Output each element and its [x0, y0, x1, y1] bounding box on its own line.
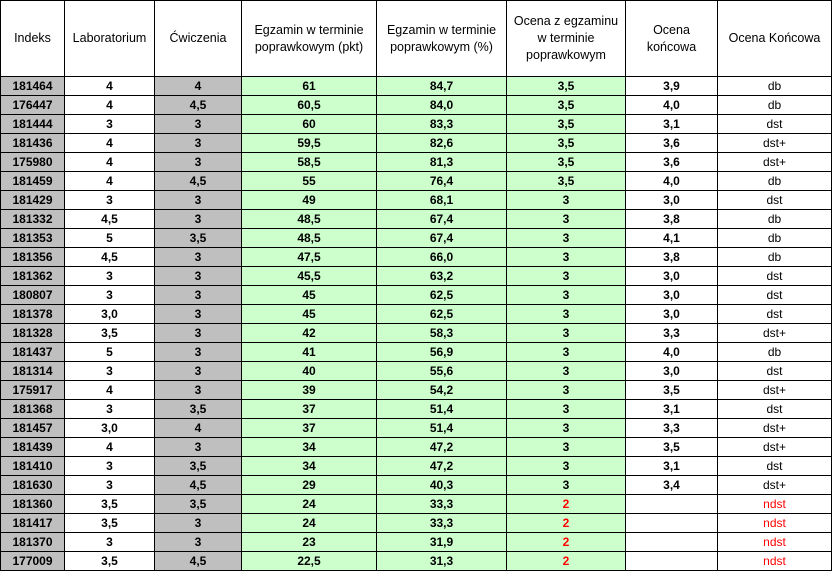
cell-cwiczenia[interactable]: 3	[155, 115, 242, 134]
cell-indeks[interactable]: 181360	[1, 495, 65, 514]
cell-cwiczenia[interactable]: 3,5	[155, 229, 242, 248]
cell-cwiczenia[interactable]: 3	[155, 324, 242, 343]
cell-egzamin-pkt[interactable]: 48,5	[242, 210, 377, 229]
cell-laboratorium[interactable]: 3,5	[65, 552, 155, 571]
cell-laboratorium[interactable]: 3,5	[65, 514, 155, 533]
cell-ocena-koncowa-num[interactable]: 4,0	[626, 343, 718, 362]
cell-ocena-koncowa-num[interactable]: 3,1	[626, 115, 718, 134]
table-row	[1, 533, 832, 552]
cell-ocena-egzamin[interactable]: 2	[507, 514, 626, 533]
cell-egzamin-pkt[interactable]: 40	[242, 362, 377, 381]
cell-egzamin-pkt[interactable]: 60,5	[242, 96, 377, 115]
cell-egzamin-pkt[interactable]: 37	[242, 419, 377, 438]
header-egzamin-pkt[interactable]: Egzamin w terminie poprawkowym (pkt)	[242, 1, 377, 77]
cell-laboratorium[interactable]: 3	[65, 533, 155, 552]
cell-egzamin-pkt[interactable]: 42	[242, 324, 377, 343]
cell-ocena-koncowa[interactable]: db	[718, 229, 832, 248]
cell-indeks[interactable]: 181417	[1, 514, 65, 533]
cell-laboratorium[interactable]: 4	[65, 381, 155, 400]
table-row	[1, 514, 832, 533]
cell-ocena-koncowa[interactable]: dst	[718, 362, 832, 381]
cell-ocena-koncowa-num[interactable]: 4,1	[626, 229, 718, 248]
cell-ocena-egzamin[interactable]: 3	[507, 476, 626, 495]
cell-egzamin-pkt[interactable]: 24	[242, 495, 377, 514]
cell-egzamin-pct[interactable]: 31,3	[377, 552, 507, 571]
cell-egzamin-pkt[interactable]: 29	[242, 476, 377, 495]
table-row	[1, 438, 832, 457]
cell-egzamin-pkt[interactable]: 37	[242, 400, 377, 419]
cell-laboratorium[interactable]: 4	[65, 96, 155, 115]
cell-ocena-koncowa-num[interactable]: 4,0	[626, 172, 718, 191]
cell-egzamin-pkt[interactable]: 49	[242, 191, 377, 210]
cell-cwiczenia[interactable]: 4,5	[155, 96, 242, 115]
cell-ocena-egzamin[interactable]: 3	[507, 400, 626, 419]
cell-egzamin-pkt[interactable]: 34	[242, 457, 377, 476]
cell-ocena-koncowa-num[interactable]	[626, 495, 718, 514]
cell-egzamin-pkt[interactable]: 39	[242, 381, 377, 400]
cell-cwiczenia[interactable]: 3	[155, 248, 242, 267]
cell-egzamin-pct[interactable]: 82,6	[377, 134, 507, 153]
cell-ocena-egzamin[interactable]: 3,5	[507, 172, 626, 191]
cell-indeks[interactable]: 181464	[1, 77, 65, 96]
cell-egzamin-pct[interactable]: 47,2	[377, 457, 507, 476]
cell-laboratorium[interactable]: 3	[65, 267, 155, 286]
cell-egzamin-pkt[interactable]: 58,5	[242, 153, 377, 172]
cell-indeks[interactable]: 181314	[1, 362, 65, 381]
cell-ocena-koncowa-num[interactable]: 3,0	[626, 362, 718, 381]
table-row	[1, 381, 832, 400]
cell-egzamin-pkt[interactable]: 45,5	[242, 267, 377, 286]
table-row	[1, 115, 832, 134]
cell-ocena-egzamin[interactable]: 3	[507, 419, 626, 438]
cell-cwiczenia[interactable]: 3	[155, 514, 242, 533]
cell-egzamin-pct[interactable]: 63,2	[377, 267, 507, 286]
cell-ocena-koncowa-num[interactable]: 3,9	[626, 77, 718, 96]
cell-ocena-egzamin[interactable]: 3	[507, 191, 626, 210]
cell-ocena-koncowa-num[interactable]: 3,8	[626, 210, 718, 229]
cell-egzamin-pct[interactable]: 40,3	[377, 476, 507, 495]
cell-ocena-egzamin[interactable]: 3	[507, 438, 626, 457]
cell-indeks[interactable]: 181362	[1, 267, 65, 286]
cell-egzamin-pkt[interactable]: 55	[242, 172, 377, 191]
cell-ocena-koncowa[interactable]: ndst	[718, 533, 832, 552]
table-row	[1, 552, 832, 571]
cell-laboratorium[interactable]: 4,5	[65, 248, 155, 267]
cell-ocena-koncowa[interactable]: db	[718, 210, 832, 229]
cell-ocena-egzamin[interactable]: 3,5	[507, 153, 626, 172]
cell-ocena-koncowa[interactable]: ndst	[718, 552, 832, 571]
cell-cwiczenia[interactable]: 4	[155, 77, 242, 96]
cell-indeks[interactable]: 175980	[1, 153, 65, 172]
cell-indeks[interactable]: 181439	[1, 438, 65, 457]
cell-egzamin-pkt[interactable]: 45	[242, 305, 377, 324]
cell-indeks[interactable]: 181630	[1, 476, 65, 495]
cell-egzamin-pct[interactable]: 31,9	[377, 533, 507, 552]
cell-ocena-egzamin[interactable]: 3,5	[507, 134, 626, 153]
table-body	[1, 77, 832, 571]
table-row	[1, 248, 832, 267]
cell-ocena-egzamin[interactable]: 3	[507, 362, 626, 381]
cell-ocena-egzamin[interactable]: 3	[507, 229, 626, 248]
cell-laboratorium[interactable]: 3,0	[65, 305, 155, 324]
cell-egzamin-pkt[interactable]: 59,5	[242, 134, 377, 153]
cell-ocena-koncowa[interactable]: dst+	[718, 476, 832, 495]
cell-ocena-egzamin[interactable]: 3,5	[507, 115, 626, 134]
cell-cwiczenia[interactable]: 3	[155, 362, 242, 381]
cell-cwiczenia[interactable]: 3	[155, 153, 242, 172]
table-row	[1, 172, 832, 191]
cell-egzamin-pct[interactable]: 66,0	[377, 248, 507, 267]
cell-egzamin-pkt[interactable]: 61	[242, 77, 377, 96]
cell-ocena-koncowa[interactable]: ndst	[718, 514, 832, 533]
cell-ocena-koncowa[interactable]: db	[718, 96, 832, 115]
cell-ocena-koncowa[interactable]: dst+	[718, 381, 832, 400]
header-ocena-egzamin[interactable]: Ocena z egzaminu w terminie poprawkowym	[507, 1, 626, 77]
cell-cwiczenia[interactable]: 3	[155, 533, 242, 552]
cell-ocena-egzamin[interactable]: 3	[507, 210, 626, 229]
cell-egzamin-pct[interactable]: 47,2	[377, 438, 507, 457]
cell-egzamin-pct[interactable]: 76,4	[377, 172, 507, 191]
cell-cwiczenia[interactable]: 3	[155, 267, 242, 286]
cell-cwiczenia[interactable]: 4,5	[155, 476, 242, 495]
cell-egzamin-pct[interactable]: 84,7	[377, 77, 507, 96]
cell-indeks[interactable]: 175917	[1, 381, 65, 400]
cell-ocena-koncowa[interactable]: dst	[718, 400, 832, 419]
cell-cwiczenia[interactable]: 3	[155, 438, 242, 457]
table-row	[1, 96, 832, 115]
cell-egzamin-pct[interactable]: 84,0	[377, 96, 507, 115]
cell-ocena-koncowa[interactable]: dst	[718, 115, 832, 134]
table-row	[1, 210, 832, 229]
cell-egzamin-pkt[interactable]: 41	[242, 343, 377, 362]
cell-ocena-koncowa[interactable]: db	[718, 77, 832, 96]
cell-egzamin-pct[interactable]: 67,4	[377, 210, 507, 229]
cell-laboratorium[interactable]: 4	[65, 438, 155, 457]
cell-ocena-egzamin[interactable]: 3	[507, 324, 626, 343]
cell-ocena-koncowa[interactable]: dst+	[718, 324, 832, 343]
cell-egzamin-pkt[interactable]: 34	[242, 438, 377, 457]
cell-egzamin-pct[interactable]: 62,5	[377, 286, 507, 305]
table-row	[1, 343, 832, 362]
table-row	[1, 77, 832, 96]
cell-ocena-koncowa-num[interactable]	[626, 552, 718, 571]
cell-cwiczenia[interactable]: 3	[155, 134, 242, 153]
header-cwiczenia[interactable]: Ćwiczenia	[155, 1, 242, 77]
cell-ocena-egzamin[interactable]: 3	[507, 286, 626, 305]
cell-ocena-koncowa-num[interactable]: 3,5	[626, 438, 718, 457]
cell-indeks[interactable]: 181429	[1, 191, 65, 210]
cell-cwiczenia[interactable]: 4	[155, 419, 242, 438]
table-row	[1, 476, 832, 495]
cell-cwiczenia[interactable]: 3	[155, 286, 242, 305]
cell-indeks[interactable]: 181457	[1, 419, 65, 438]
cell-ocena-egzamin[interactable]: 3	[507, 343, 626, 362]
cell-cwiczenia[interactable]: 3	[155, 343, 242, 362]
cell-ocena-koncowa[interactable]: dst+	[718, 419, 832, 438]
cell-ocena-egzamin[interactable]: 3	[507, 248, 626, 267]
cell-ocena-koncowa[interactable]: dst	[718, 457, 832, 476]
cell-egzamin-pct[interactable]: 51,4	[377, 419, 507, 438]
table-row	[1, 362, 832, 381]
cell-ocena-koncowa-num[interactable]: 3,6	[626, 153, 718, 172]
cell-laboratorium[interactable]: 3	[65, 115, 155, 134]
cell-egzamin-pct[interactable]: 83,3	[377, 115, 507, 134]
cell-ocena-koncowa-num[interactable]: 3,5	[626, 381, 718, 400]
cell-ocena-koncowa[interactable]: db	[718, 248, 832, 267]
cell-ocena-koncowa-num[interactable]: 3,0	[626, 305, 718, 324]
cell-egzamin-pkt[interactable]: 45	[242, 286, 377, 305]
cell-cwiczenia[interactable]: 3	[155, 191, 242, 210]
table-row	[1, 324, 832, 343]
cell-laboratorium[interactable]: 3	[65, 400, 155, 419]
header-laboratorium[interactable]: Laboratorium	[65, 1, 155, 77]
header-ocena-koncowa-num[interactable]: Ocena końcowa	[626, 1, 718, 77]
cell-cwiczenia[interactable]: 4,5	[155, 172, 242, 191]
table-row	[1, 495, 832, 514]
cell-ocena-koncowa[interactable]: dst	[718, 191, 832, 210]
cell-indeks[interactable]: 181368	[1, 400, 65, 419]
cell-egzamin-pkt[interactable]: 47,5	[242, 248, 377, 267]
cell-laboratorium[interactable]: 3,5	[65, 324, 155, 343]
cell-indeks[interactable]: 181437	[1, 343, 65, 362]
cell-indeks[interactable]: 181378	[1, 305, 65, 324]
cell-cwiczenia[interactable]: 3,5	[155, 495, 242, 514]
cell-ocena-egzamin[interactable]: 3	[507, 267, 626, 286]
cell-ocena-koncowa-num[interactable]	[626, 514, 718, 533]
cell-egzamin-pct[interactable]: 54,2	[377, 381, 507, 400]
cell-ocena-egzamin[interactable]: 2	[507, 533, 626, 552]
cell-ocena-koncowa-num[interactable]: 3,0	[626, 267, 718, 286]
cell-indeks[interactable]: 181353	[1, 229, 65, 248]
table-row	[1, 267, 832, 286]
cell-laboratorium[interactable]: 3	[65, 286, 155, 305]
table-row	[1, 191, 832, 210]
cell-ocena-koncowa-num[interactable]: 3,3	[626, 419, 718, 438]
cell-laboratorium[interactable]: 3,5	[65, 495, 155, 514]
cell-indeks[interactable]: 181436	[1, 134, 65, 153]
cell-indeks[interactable]: 177009	[1, 552, 65, 571]
cell-ocena-koncowa-num[interactable]: 3,4	[626, 476, 718, 495]
cell-indeks[interactable]: 181459	[1, 172, 65, 191]
header-egzamin-pct[interactable]: Egzamin w terminie poprawkowym (%)	[377, 1, 507, 77]
cell-laboratorium[interactable]: 4	[65, 77, 155, 96]
cell-cwiczenia[interactable]: 3,5	[155, 457, 242, 476]
cell-ocena-koncowa[interactable]: dst	[718, 267, 832, 286]
cell-egzamin-pct[interactable]: 62,5	[377, 305, 507, 324]
cell-indeks[interactable]: 176447	[1, 96, 65, 115]
cell-ocena-koncowa-num[interactable]: 3,3	[626, 324, 718, 343]
cell-egzamin-pkt[interactable]: 24	[242, 514, 377, 533]
table-row	[1, 419, 832, 438]
cell-indeks[interactable]: 181356	[1, 248, 65, 267]
cell-egzamin-pkt[interactable]: 22,5	[242, 552, 377, 571]
table-row	[1, 286, 832, 305]
header-row	[1, 1, 832, 77]
table-row	[1, 153, 832, 172]
table-row	[1, 134, 832, 153]
cell-laboratorium[interactable]: 3	[65, 457, 155, 476]
cell-cwiczenia[interactable]: 4,5	[155, 552, 242, 571]
cell-ocena-koncowa-num[interactable]: 3,0	[626, 191, 718, 210]
cell-ocena-egzamin[interactable]: 2	[507, 552, 626, 571]
cell-ocena-koncowa[interactable]: db	[718, 172, 832, 191]
cell-ocena-koncowa[interactable]: dst+	[718, 153, 832, 172]
cell-laboratorium[interactable]: 3	[65, 476, 155, 495]
cell-laboratorium[interactable]: 3	[65, 191, 155, 210]
cell-cwiczenia[interactable]: 3	[155, 305, 242, 324]
cell-ocena-egzamin[interactable]: 3,5	[507, 77, 626, 96]
cell-ocena-koncowa-num[interactable]: 3,0	[626, 286, 718, 305]
cell-ocena-koncowa[interactable]: dst	[718, 286, 832, 305]
cell-ocena-koncowa-num[interactable]: 3,1	[626, 400, 718, 419]
header-ocena-koncowa[interactable]: Ocena Końcowa	[718, 1, 832, 77]
cell-laboratorium[interactable]: 3	[65, 362, 155, 381]
cell-ocena-koncowa[interactable]: dst	[718, 305, 832, 324]
cell-ocena-koncowa-num[interactable]: 3,1	[626, 457, 718, 476]
cell-laboratorium[interactable]: 5	[65, 229, 155, 248]
cell-egzamin-pkt[interactable]: 23	[242, 533, 377, 552]
cell-indeks[interactable]: 180807	[1, 286, 65, 305]
cell-indeks[interactable]: 181444	[1, 115, 65, 134]
cell-cwiczenia[interactable]: 3,5	[155, 400, 242, 419]
cell-indeks[interactable]: 181410	[1, 457, 65, 476]
table-row	[1, 305, 832, 324]
header-indeks[interactable]: Indeks	[1, 1, 65, 77]
cell-ocena-koncowa[interactable]: db	[718, 343, 832, 362]
cell-ocena-koncowa[interactable]: dst+	[718, 438, 832, 457]
cell-indeks[interactable]: 181332	[1, 210, 65, 229]
cell-cwiczenia[interactable]: 3	[155, 210, 242, 229]
cell-ocena-egzamin[interactable]: 3	[507, 457, 626, 476]
cell-egzamin-pct[interactable]: 51,4	[377, 400, 507, 419]
cell-laboratorium[interactable]: 4	[65, 153, 155, 172]
cell-egzamin-pct[interactable]: 33,3	[377, 495, 507, 514]
cell-egzamin-pct[interactable]: 33,3	[377, 514, 507, 533]
cell-laboratorium[interactable]: 3,0	[65, 419, 155, 438]
table-row	[1, 229, 832, 248]
cell-ocena-koncowa[interactable]: dst+	[718, 134, 832, 153]
cell-egzamin-pkt[interactable]: 48,5	[242, 229, 377, 248]
cell-indeks[interactable]: 181370	[1, 533, 65, 552]
cell-cwiczenia[interactable]: 3	[155, 381, 242, 400]
cell-laboratorium[interactable]: 4,5	[65, 210, 155, 229]
cell-ocena-koncowa-num[interactable]: 4,0	[626, 96, 718, 115]
cell-ocena-egzamin[interactable]: 3,5	[507, 96, 626, 115]
cell-ocena-koncowa[interactable]: ndst	[718, 495, 832, 514]
cell-laboratorium[interactable]: 4	[65, 172, 155, 191]
cell-egzamin-pct[interactable]: 56,9	[377, 343, 507, 362]
cell-egzamin-pct[interactable]: 55,6	[377, 362, 507, 381]
cell-ocena-egzamin[interactable]: 3	[507, 381, 626, 400]
cell-indeks[interactable]: 181328	[1, 324, 65, 343]
cell-ocena-koncowa-num[interactable]: 3,8	[626, 248, 718, 267]
table-row	[1, 400, 832, 419]
cell-laboratorium[interactable]: 4	[65, 134, 155, 153]
cell-egzamin-pct[interactable]: 67,4	[377, 229, 507, 248]
cell-ocena-koncowa-num[interactable]	[626, 533, 718, 552]
cell-egzamin-pct[interactable]: 68,1	[377, 191, 507, 210]
cell-ocena-koncowa-num[interactable]: 3,6	[626, 134, 718, 153]
cell-ocena-egzamin[interactable]: 3	[507, 305, 626, 324]
cell-egzamin-pct[interactable]: 81,3	[377, 153, 507, 172]
cell-egzamin-pkt[interactable]: 60	[242, 115, 377, 134]
cell-laboratorium[interactable]: 5	[65, 343, 155, 362]
cell-egzamin-pct[interactable]: 58,3	[377, 324, 507, 343]
table-row	[1, 457, 832, 476]
cell-ocena-egzamin[interactable]: 2	[507, 495, 626, 514]
